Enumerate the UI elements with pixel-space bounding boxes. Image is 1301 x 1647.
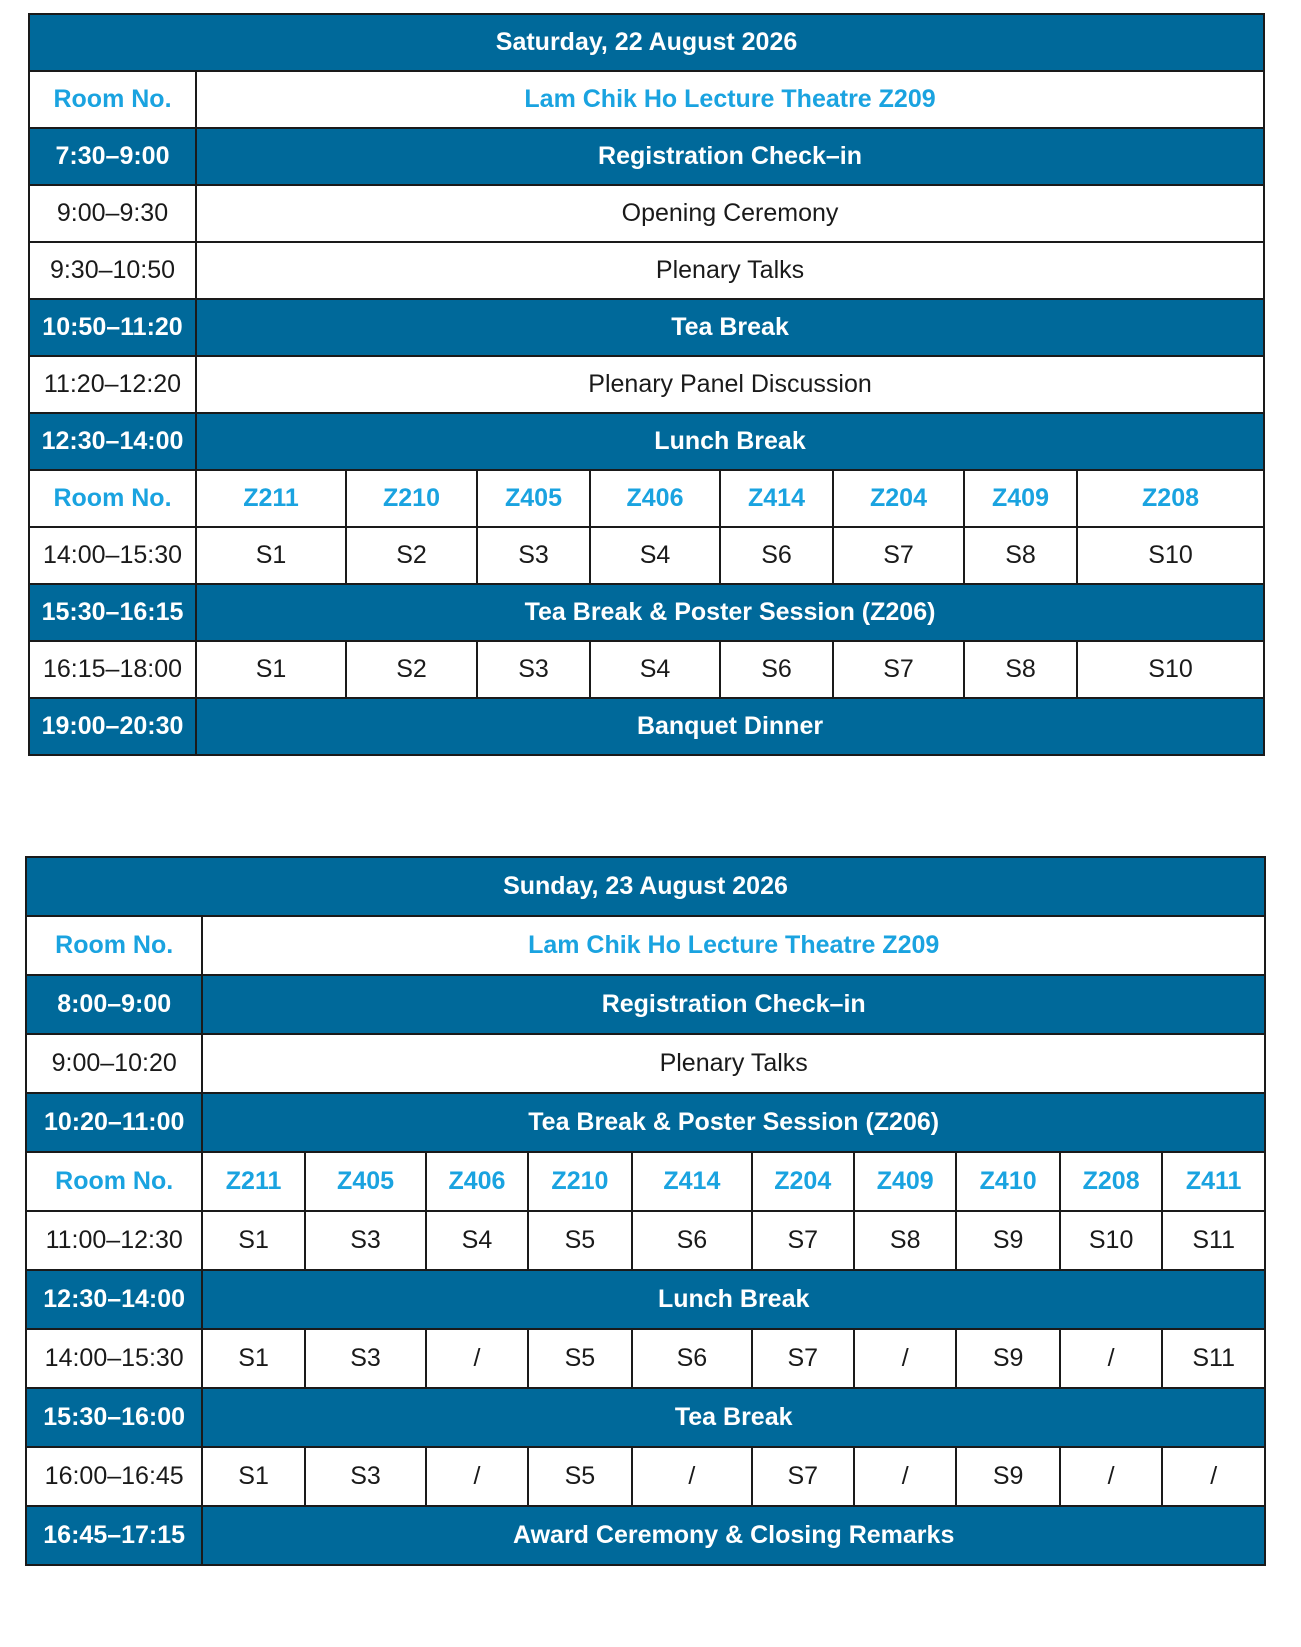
room-label: Room No. bbox=[26, 916, 202, 975]
session-cell: / bbox=[1060, 1329, 1162, 1388]
time-cell: 10:50–11:20 bbox=[29, 299, 196, 356]
room-cell: Z406 bbox=[426, 1152, 527, 1211]
tea-poster-row bbox=[29, 584, 1264, 641]
event-cell: Registration Check–in bbox=[202, 975, 1265, 1034]
tea-break-row bbox=[29, 299, 1264, 356]
time-cell: 11:00–12:30 bbox=[26, 1211, 202, 1270]
dinner-row bbox=[29, 698, 1264, 755]
room-cell: Z204 bbox=[752, 1152, 854, 1211]
session-cell: / bbox=[426, 1447, 527, 1506]
room-cell: Z208 bbox=[1077, 470, 1264, 527]
event-cell: Registration Check–in bbox=[196, 128, 1264, 185]
venue-name: Lam Chik Ho Lecture Theatre Z209 bbox=[196, 71, 1264, 128]
session-cell: S9 bbox=[956, 1211, 1060, 1270]
time-cell: 19:00–20:30 bbox=[29, 698, 196, 755]
time-cell: 7:30–9:00 bbox=[29, 128, 196, 185]
session-cell: / bbox=[854, 1447, 956, 1506]
event-cell: Tea Break bbox=[196, 299, 1264, 356]
room-cell: Z210 bbox=[346, 470, 477, 527]
event-cell: Lunch Break bbox=[196, 413, 1264, 470]
session-cell: S1 bbox=[202, 1447, 304, 1506]
plenary-row bbox=[29, 242, 1264, 299]
time-cell: 10:20–11:00 bbox=[26, 1093, 202, 1152]
day-title: Saturday, 22 August 2026 bbox=[29, 14, 1264, 71]
session-cell: S9 bbox=[956, 1447, 1060, 1506]
time-cell: 9:30–10:50 bbox=[29, 242, 196, 299]
plenary-row bbox=[26, 1034, 1265, 1093]
session-cell: S7 bbox=[752, 1329, 854, 1388]
time-cell: 14:00–15:30 bbox=[26, 1329, 202, 1388]
session-cell: S5 bbox=[528, 1447, 633, 1506]
tea-break-row bbox=[26, 1388, 1265, 1447]
event-cell: Opening Ceremony bbox=[196, 185, 1264, 242]
session-cell: S1 bbox=[202, 1211, 304, 1270]
session-cell: S11 bbox=[1162, 1211, 1265, 1270]
day-title: Sunday, 23 August 2026 bbox=[26, 857, 1265, 916]
time-cell: 15:30–16:00 bbox=[26, 1388, 202, 1447]
time-cell: 8:00–9:00 bbox=[26, 975, 202, 1034]
venue-name: Lam Chik Ho Lecture Theatre Z209 bbox=[202, 916, 1265, 975]
venue-row bbox=[26, 916, 1265, 975]
session-cell: S1 bbox=[202, 1329, 304, 1388]
session-cell: S6 bbox=[720, 641, 833, 698]
session-row bbox=[26, 1447, 1265, 1506]
session-row bbox=[29, 641, 1264, 698]
lunch-row bbox=[26, 1270, 1265, 1329]
lunch-row bbox=[29, 413, 1264, 470]
session-cell: S4 bbox=[426, 1211, 527, 1270]
session-cell: / bbox=[632, 1447, 751, 1506]
date-row bbox=[26, 857, 1265, 916]
session-cell: / bbox=[854, 1329, 956, 1388]
room-cell: Z411 bbox=[1162, 1152, 1265, 1211]
room-cell: Z405 bbox=[477, 470, 590, 527]
event-cell: Tea Break & Poster Session (Z206) bbox=[202, 1093, 1265, 1152]
room-cell: Z204 bbox=[833, 470, 964, 527]
time-cell: 12:30–14:00 bbox=[26, 1270, 202, 1329]
event-cell: Lunch Break bbox=[202, 1270, 1265, 1329]
session-cell: S1 bbox=[196, 527, 346, 584]
session-cell: S3 bbox=[305, 1447, 426, 1506]
session-cell: S4 bbox=[590, 641, 720, 698]
date-row bbox=[29, 14, 1264, 71]
registration-row bbox=[26, 975, 1265, 1034]
session-cell: S2 bbox=[346, 641, 477, 698]
session-cell: S7 bbox=[752, 1211, 854, 1270]
session-cell: / bbox=[426, 1329, 527, 1388]
session-cell: / bbox=[1162, 1447, 1265, 1506]
session-cell: S8 bbox=[854, 1211, 956, 1270]
room-cell: Z409 bbox=[964, 470, 1077, 527]
time-cell: 9:00–9:30 bbox=[29, 185, 196, 242]
time-cell: 9:00–10:20 bbox=[26, 1034, 202, 1093]
room-label: Room No. bbox=[26, 1152, 202, 1211]
time-cell: 16:15–18:00 bbox=[29, 641, 196, 698]
session-cell: S3 bbox=[305, 1329, 426, 1388]
session-cell: S8 bbox=[964, 641, 1077, 698]
room-cell: Z211 bbox=[196, 470, 346, 527]
room-cell: Z414 bbox=[720, 470, 833, 527]
room-label: Room No. bbox=[29, 71, 196, 128]
room-label: Room No. bbox=[29, 470, 196, 527]
event-cell: Plenary Talks bbox=[202, 1034, 1265, 1093]
registration-row bbox=[29, 128, 1264, 185]
session-cell: S10 bbox=[1077, 641, 1264, 698]
room-cell: Z406 bbox=[590, 470, 720, 527]
event-cell: Tea Break & Poster Session (Z206) bbox=[196, 584, 1264, 641]
room-cell: Z409 bbox=[854, 1152, 956, 1211]
session-cell: S9 bbox=[956, 1329, 1060, 1388]
session-row bbox=[26, 1329, 1265, 1388]
session-cell: S3 bbox=[477, 641, 590, 698]
room-cell: Z414 bbox=[632, 1152, 751, 1211]
room-cell: Z410 bbox=[956, 1152, 1060, 1211]
session-cell: S6 bbox=[632, 1329, 751, 1388]
event-cell: Plenary Talks bbox=[196, 242, 1264, 299]
schedule-table-sunday bbox=[25, 856, 1266, 1566]
session-cell: S1 bbox=[196, 641, 346, 698]
session-cell: S2 bbox=[346, 527, 477, 584]
schedule-table-saturday bbox=[28, 13, 1265, 756]
session-cell: S7 bbox=[833, 527, 964, 584]
session-cell: S4 bbox=[590, 527, 720, 584]
session-row bbox=[29, 527, 1264, 584]
time-cell: 15:30–16:15 bbox=[29, 584, 196, 641]
session-cell: S5 bbox=[528, 1211, 633, 1270]
time-cell: 12:30–14:00 bbox=[29, 413, 196, 470]
session-cell: / bbox=[1060, 1447, 1162, 1506]
time-cell: 16:45–17:15 bbox=[26, 1506, 202, 1565]
session-row bbox=[26, 1211, 1265, 1270]
event-cell: Award Ceremony & Closing Remarks bbox=[202, 1506, 1265, 1565]
event-cell: Plenary Panel Discussion bbox=[196, 356, 1264, 413]
room-cell: Z405 bbox=[305, 1152, 426, 1211]
session-cell: S10 bbox=[1077, 527, 1264, 584]
session-cell: S7 bbox=[752, 1447, 854, 1506]
session-cell: S5 bbox=[528, 1329, 633, 1388]
room-cell: Z208 bbox=[1060, 1152, 1162, 1211]
time-cell: 14:00–15:30 bbox=[29, 527, 196, 584]
room-cell: Z211 bbox=[202, 1152, 304, 1211]
closing-row bbox=[26, 1506, 1265, 1565]
room-cell: Z210 bbox=[528, 1152, 633, 1211]
session-cell: S11 bbox=[1162, 1329, 1265, 1388]
tea-poster-row bbox=[26, 1093, 1265, 1152]
time-cell: 16:00–16:45 bbox=[26, 1447, 202, 1506]
session-cell: S6 bbox=[632, 1211, 751, 1270]
session-cell: S6 bbox=[720, 527, 833, 584]
session-cell: S8 bbox=[964, 527, 1077, 584]
opening-row bbox=[29, 185, 1264, 242]
rooms-row bbox=[26, 1152, 1265, 1211]
panel-row bbox=[29, 356, 1264, 413]
event-cell: Banquet Dinner bbox=[196, 698, 1264, 755]
rooms-row bbox=[29, 470, 1264, 527]
time-cell: 11:20–12:20 bbox=[29, 356, 196, 413]
session-cell: S7 bbox=[833, 641, 964, 698]
event-cell: Tea Break bbox=[202, 1388, 1265, 1447]
session-cell: S3 bbox=[305, 1211, 426, 1270]
session-cell: S10 bbox=[1060, 1211, 1162, 1270]
venue-row bbox=[29, 71, 1264, 128]
session-cell: S3 bbox=[477, 527, 590, 584]
